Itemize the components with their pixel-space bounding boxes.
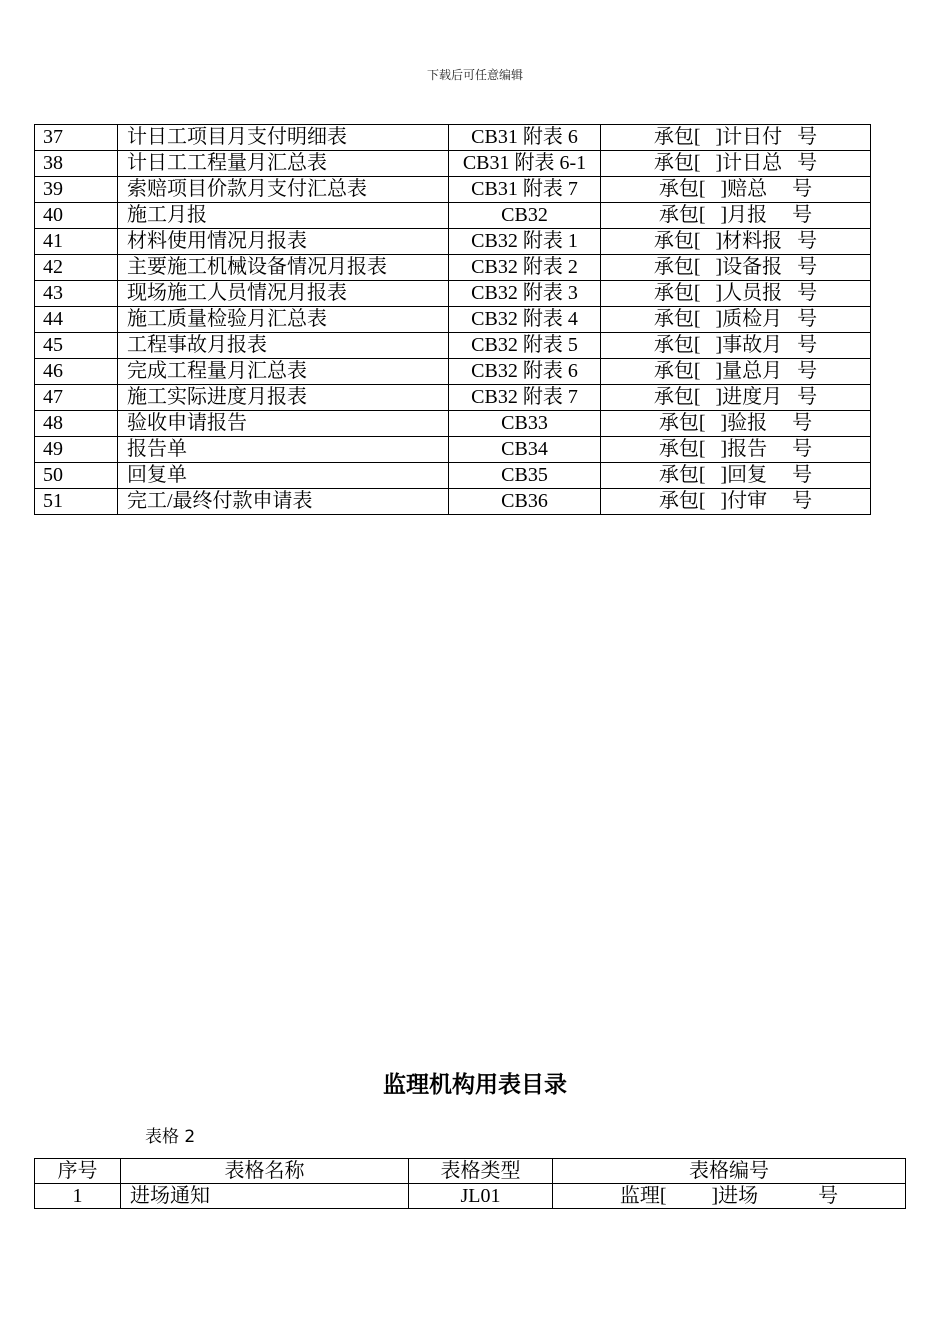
row-form-code: 监理[ ]进场 号: [553, 1184, 906, 1209]
section-title: 监理机构用表目录: [383, 1072, 567, 1098]
header-note: 下载后可任意编辑: [426, 68, 523, 82]
row-form-name: 进场通知: [121, 1184, 409, 1209]
row-form-name: 施工质量检验月汇总表: [118, 307, 449, 333]
row-form-type: CB33: [449, 411, 601, 437]
row-form-type: CB32 附表 4: [449, 307, 601, 333]
row-form-code: 承包[ ]报告 号: [601, 437, 871, 463]
row-form-name: 验收申请报告: [118, 411, 449, 437]
row-number: 42: [35, 255, 118, 281]
table-row: [35, 489, 871, 515]
row-number: 43: [35, 281, 118, 307]
row-number: 51: [35, 489, 118, 515]
table-header-row: [35, 1159, 906, 1184]
row-number: 49: [35, 437, 118, 463]
row-number: 39: [35, 177, 118, 203]
row-form-type: CB32 附表 3: [449, 281, 601, 307]
row-form-type: CB31 附表 6-1: [449, 151, 601, 177]
table-row: [35, 125, 871, 151]
row-form-name: 完工/最终付款申请表: [118, 489, 449, 515]
table-row: [35, 437, 871, 463]
table-row: [35, 255, 871, 281]
row-form-type: CB32 附表 7: [449, 385, 601, 411]
row-form-code: 承包[ ]质检月 号: [601, 307, 871, 333]
row-form-name: 报告单: [118, 437, 449, 463]
row-form-type: CB34: [449, 437, 601, 463]
header-cell-name: 表格名称: [121, 1159, 409, 1184]
row-form-code: 承包[ ]付审 号: [601, 489, 871, 515]
row-form-code: 承包[ ]设备报 号: [601, 255, 871, 281]
row-form-code: 承包[ ]材料报 号: [601, 229, 871, 255]
header-cell-code: 表格编号: [553, 1159, 906, 1184]
row-form-name: 计日工工程量月汇总表: [118, 151, 449, 177]
row-form-code: 承包[ ]进度月 号: [601, 385, 871, 411]
row-form-type: CB31 附表 6: [449, 125, 601, 151]
row-number: 41: [35, 229, 118, 255]
row-form-name: 主要施工机械设备情况月报表: [118, 255, 449, 281]
row-number: 37: [35, 125, 118, 151]
row-number: 40: [35, 203, 118, 229]
table-row: [35, 177, 871, 203]
row-form-code: 承包[ ]人员报 号: [601, 281, 871, 307]
row-form-name: 材料使用情况月报表: [118, 229, 449, 255]
row-form-type: CB32 附表 1: [449, 229, 601, 255]
row-form-code: 承包[ ]赔总 号: [601, 177, 871, 203]
table-row: [35, 1184, 906, 1209]
row-form-type: CB31 附表 7: [449, 177, 601, 203]
row-form-code: 承包[ ]计日付 号: [601, 125, 871, 151]
row-form-code: 承包[ ]计日总 号: [601, 151, 871, 177]
table-caption: 表格 2: [145, 1127, 196, 1147]
row-form-code: 承包[ ]验报 号: [601, 411, 871, 437]
row-form-name: 施工月报: [118, 203, 449, 229]
row-number: 1: [35, 1184, 121, 1209]
table-row: [35, 385, 871, 411]
row-form-type: CB35: [449, 463, 601, 489]
row-form-type: CB32 附表 5: [449, 333, 601, 359]
row-form-name: 现场施工人员情况月报表: [118, 281, 449, 307]
row-form-name: 工程事故月报表: [118, 333, 449, 359]
form-list-table-2: [34, 1158, 906, 1209]
row-form-name: 施工实际进度月报表: [118, 385, 449, 411]
header-cell-number: 序号: [35, 1159, 121, 1184]
table-row: [35, 463, 871, 489]
row-form-name: 计日工项目月支付明细表: [118, 125, 449, 151]
row-form-type: JL01: [409, 1184, 553, 1209]
table-row: [35, 151, 871, 177]
row-form-type: CB32: [449, 203, 601, 229]
table-row: [35, 333, 871, 359]
table-row: [35, 307, 871, 333]
row-form-type: CB32 附表 2: [449, 255, 601, 281]
row-form-code: 承包[ ]量总月 号: [601, 359, 871, 385]
row-form-code: 承包[ ]回复 号: [601, 463, 871, 489]
row-number: 45: [35, 333, 118, 359]
table-row: [35, 203, 871, 229]
row-form-name: 索赔项目价款月支付汇总表: [118, 177, 449, 203]
form-list-table-1: [34, 124, 871, 515]
row-number: 50: [35, 463, 118, 489]
row-number: 47: [35, 385, 118, 411]
row-form-type: CB32 附表 6: [449, 359, 601, 385]
row-form-name: 完成工程量月汇总表: [118, 359, 449, 385]
table-row: [35, 229, 871, 255]
header-cell-type: 表格类型: [409, 1159, 553, 1184]
table-row: [35, 359, 871, 385]
table-row: [35, 281, 871, 307]
form-list-table-1-body: [35, 125, 871, 515]
row-form-type: CB36: [449, 489, 601, 515]
row-number: 46: [35, 359, 118, 385]
row-form-code: 承包[ ]月报 号: [601, 203, 871, 229]
row-number: 44: [35, 307, 118, 333]
row-form-code: 承包[ ]事故月 号: [601, 333, 871, 359]
row-number: 48: [35, 411, 118, 437]
row-form-name: 回复单: [118, 463, 449, 489]
table-row: [35, 411, 871, 437]
row-number: 38: [35, 151, 118, 177]
